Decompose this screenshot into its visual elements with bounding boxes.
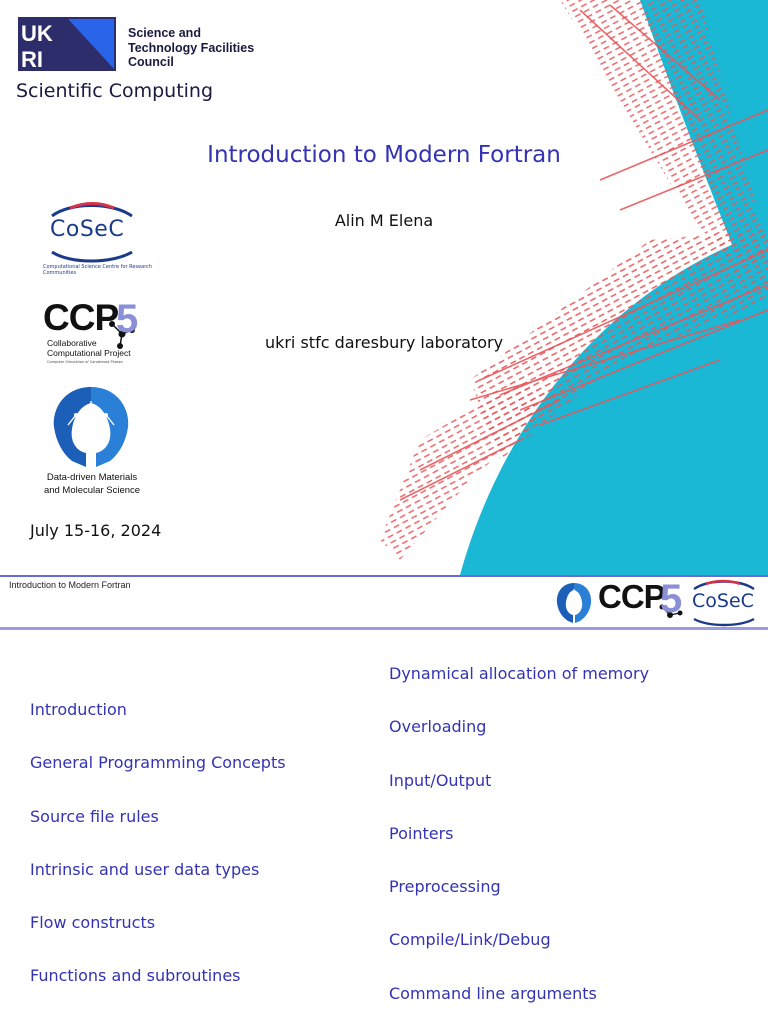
ccp-wordmark: CCP — [43, 297, 119, 338]
toc-link[interactable]: Dynamical allocation of memory — [389, 664, 650, 683]
toc-link[interactable]: Intrinsic and user data types — [30, 859, 260, 879]
toc-right-column — [389, 663, 649, 1024]
ccp-five-numeral: 5 — [116, 297, 139, 341]
header-bottom-rule — [0, 627, 768, 630]
ccp5-tagline: Computer Simulation of Condensed Phases — [47, 360, 123, 364]
header-title: Introduction to Modern Fortran — [9, 580, 131, 590]
toc-left-column — [30, 699, 286, 1019]
header-cosec-wordmark: CoSeC — [692, 590, 754, 612]
toc-link[interactable]: Preprocessing — [389, 877, 501, 897]
header-ccp-five: 5 — [660, 577, 683, 621]
ccp5-subtitle: Collaborative Computational Project — [47, 338, 131, 358]
svg-text:UK: UK — [21, 21, 53, 46]
ddmms-subtitle: Data-driven Materials and Molecular Science — [43, 472, 141, 496]
presentation-date: July 15-16, 2024 — [30, 521, 162, 540]
toc-link[interactable]: Overloading — [389, 717, 487, 737]
toc-link[interactable]: General Programming Concepts — [30, 753, 286, 773]
slide-title: Introduction to Modern Fortran — [207, 142, 561, 168]
division-name: Scientific Computing — [16, 80, 214, 102]
toc-link[interactable]: Introduction — [30, 700, 127, 719]
toc-link[interactable]: Functions and subroutines — [30, 966, 241, 986]
toc-link[interactable]: Command line arguments — [389, 983, 597, 1003]
toc-link[interactable]: Input/Output — [389, 770, 492, 790]
toc-link[interactable]: Compile/Link/Debug — [389, 930, 551, 950]
toc-link[interactable]: Source file rules — [30, 806, 159, 826]
ddmms-heads-icon — [46, 381, 136, 473]
contents-slide — [0, 575, 768, 1024]
toc-link[interactable]: Pointers — [389, 823, 454, 843]
institute-name: ukri stfc daresbury laboratory — [264, 333, 504, 352]
svg-text:RI: RI — [21, 47, 43, 71]
header-ccp-wordmark: CCP — [598, 578, 665, 615]
ukri-logo-icon — [18, 17, 116, 71]
council-name: Science and Technology Facilities Council — [128, 26, 255, 69]
author-name: Alin M Elena — [334, 211, 434, 230]
cosec-subtitle: Computational Science Centre for Research Communities — [43, 264, 153, 276]
toc-link[interactable]: Flow constructs — [30, 913, 156, 933]
cosec-wordmark: CoSeC — [50, 217, 125, 242]
